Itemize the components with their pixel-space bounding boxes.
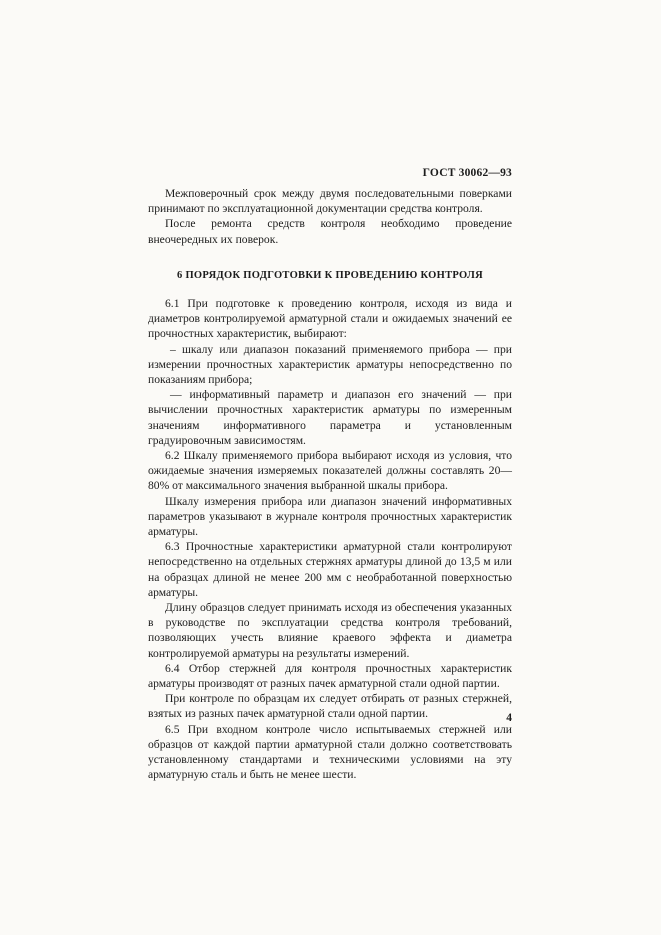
paragraph-6-3: 6.3 Прочностные характеристики арматурной стали контролируют непосредственно на отдельных стержнях арматуры длиной до 13,5 м или на образцах длиной не менее 200 мм с необработанной поверхностью арматуры. [148,540,512,599]
paragraph-6-2: 6.2 Шкалу применяемого прибора выбирают исходя из условия, что ожидаемые значения измеряемых показателей должны составлять 20—80% от максимального значения выбранной шкалы прибора. [148,449,512,493]
paragraph-6-4: 6.4 Отбор стержней для контроля прочностных характеристик арматуры производят от разных пачек арматурной стали одной партии. [148,661,512,691]
paragraph: Межповерочный срок между двумя последовательными поверками принимают по эксплуатационной документации средства контроля. [148,187,512,216]
paragraph: После ремонта средств контроля необходимо проведение внеочередных их поверок. [148,217,512,246]
paragraph-6-5: 6.5 При входном контроле число испытываемых стержней или образцов от каждой партии арматурной стали должно соответствовать установленному стандартами и техническими условиями на эту арматурную сталь и быть не менее шести. [148,722,512,782]
list-item-scale: – шкалу или диапазон показаний применяемого прибора — при измерении прочностных характеристик арматуры непосредственно по показаниям прибора; [148,342,512,387]
paragraph-6-1: 6.1 При подготовке к проведению контроля, исходя из вида и диаметров контролируемой арматурной стали и ожидаемых значений ее прочностных характеристик, выбирают: [148,297,512,341]
document-code-header: ГОСТ 30062—93 [422,167,512,179]
section-title: 6 ПОРЯДОК ПОДГОТОВКИ К ПРОВЕДЕНИЮ КОНТРОЛЯ [176,270,483,281]
paragraph: Шкалу измерения прибора или диапазон значений информативных параметров указывают в журнале контроля прочностных характеристик арматуры. [148,494,512,539]
section-body [148,296,512,783]
intro-text-block [148,186,512,247]
paragraph: Длину образцов следует принимать исходя из обеспечения указанных в руководстве по эксплуатации средства контроля требований, позволяющих учесть влияние краевого эффекта и диаметра контролируемой арматуры на результаты измерений. [148,601,512,660]
paragraph: При контроле по образцам их следует отбирать от разных стержней, взятых из разных пачек арматурной стали одной партии. [148,692,512,721]
page-number: 4 [506,712,512,724]
list-item-parameter: — информативный параметр и диапазон его значений — при вычислении прочностных характеристик арматуры по измеренным значениям информативного параметра и установленным градуировочным зависимостям. [148,388,512,447]
